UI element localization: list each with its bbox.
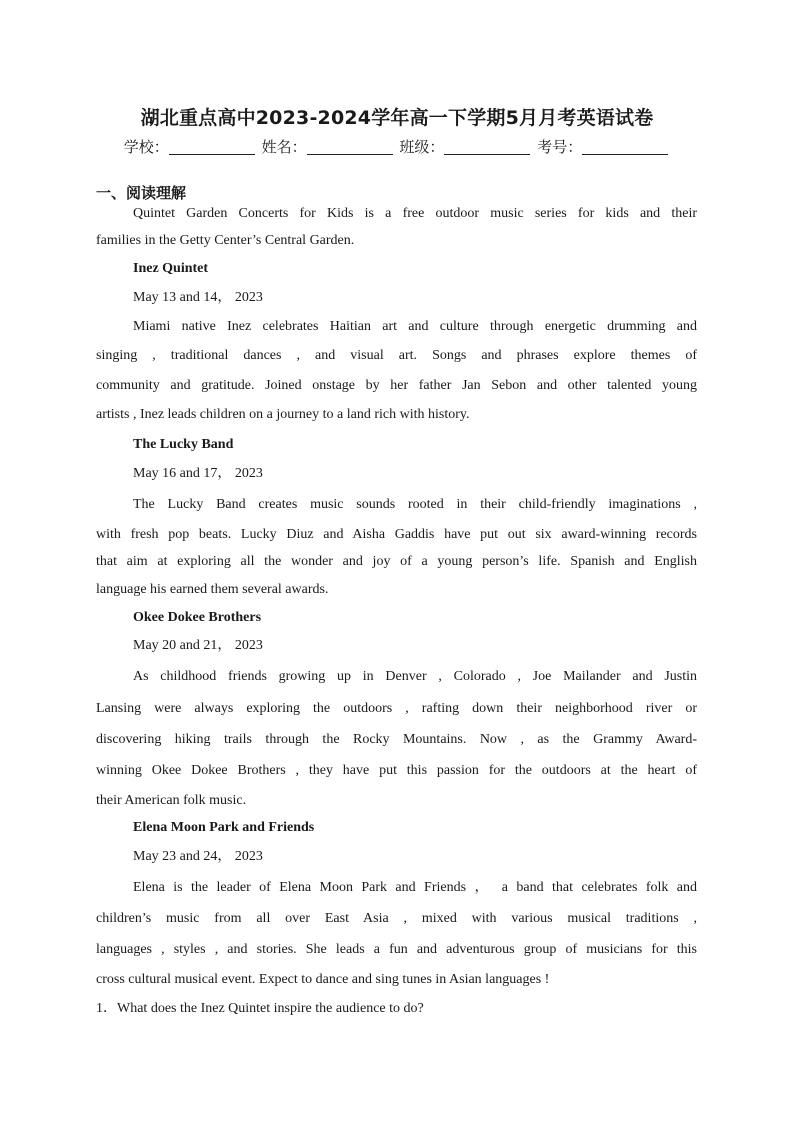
intro-line: families in the Getty Center’s Central Garden. (96, 233, 355, 248)
event-date: May 16 and 17， 2023 (133, 466, 263, 481)
event-text-line: with fresh pop beats. Lucky Diuz and Aisha Gaddis have put out six award-winning records (96, 527, 697, 542)
event-text-line: their American folk music. (96, 793, 247, 808)
event-text-line: singing , traditional dances , and visual art. Songs and phrases explore themes of (96, 348, 697, 363)
section-heading: 一、阅读理解 (96, 184, 187, 202)
number-label: 考号： (537, 138, 583, 156)
event-name: Inez Quintet (133, 261, 209, 276)
event-text-line: children’s music from all over East Asia , mixed with various musical traditions , (96, 911, 697, 926)
class-blank[interactable] (444, 138, 530, 155)
event-text-line: that aim at exploring all the wonder and joy of a young person’s life. Spanish and English (96, 554, 697, 569)
school-blank[interactable] (169, 138, 255, 155)
event-text-line: community and gratitude. Joined onstage by her father Jan Sebon and other talented young (96, 378, 697, 393)
event-name: Elena Moon Park and Friends (133, 820, 315, 835)
question-1: 1．What does the Inez Quintet inspire the audience to do? (96, 1001, 424, 1016)
event-text-line: The Lucky Band creates music sounds rooted in their child-friendly imaginations , (133, 497, 697, 512)
event-text-line: winning Okee Dokee Brothers , they have put this passion for the outdoors at the heart of (96, 763, 697, 778)
name-blank[interactable] (307, 138, 393, 155)
event-text-line: language his earned them several awards. (96, 582, 329, 597)
class-label: 班级： (399, 138, 445, 156)
event-text-line: discovering hiking trails through the Rocky Mountains. Now , as the Grammy Award- (96, 732, 697, 747)
event-date: May 20 and 21， 2023 (133, 638, 263, 653)
student-info-line (0, 136, 794, 157)
event-text-line: As childhood friends growing up in Denver , Colorado , Joe Mailander and Justin (133, 669, 697, 684)
event-text-line: languages , styles , and stories. She leads a fun and adventurous group of musicians for this (96, 942, 697, 957)
intro-line: Quintet Garden Concerts for Kids is a free outdoor music series for kids and their (133, 206, 697, 221)
event-name: Okee Dokee Brothers (133, 610, 262, 625)
event-text-line: Lansing were always exploring the outdoors , rafting down their neighborhood river or (96, 701, 697, 716)
event-text-line: Elena is the leader of Elena Moon Park and Friends ， a band that celebrates folk and (133, 880, 697, 895)
event-name: The Lucky Band (133, 437, 234, 452)
event-text-line: artists , Inez leads children on a journey to a land rich with history. (96, 407, 470, 422)
event-date: May 13 and 14， 2023 (133, 290, 263, 305)
number-blank[interactable] (582, 138, 668, 155)
event-date: May 23 and 24， 2023 (133, 849, 263, 864)
event-text-line: Miami native Inez celebrates Haitian art and culture through energetic drumming and (133, 319, 697, 334)
exam-title: 湖北重点高中2023-2024学年高一下学期5月月考英语试卷 (140, 107, 654, 129)
name-label: 姓名： (261, 138, 307, 156)
event-text-line: cross cultural musical event. Expect to dance and sing tunes in Asian languages ! (96, 972, 550, 987)
school-label: 学校： (123, 138, 169, 156)
